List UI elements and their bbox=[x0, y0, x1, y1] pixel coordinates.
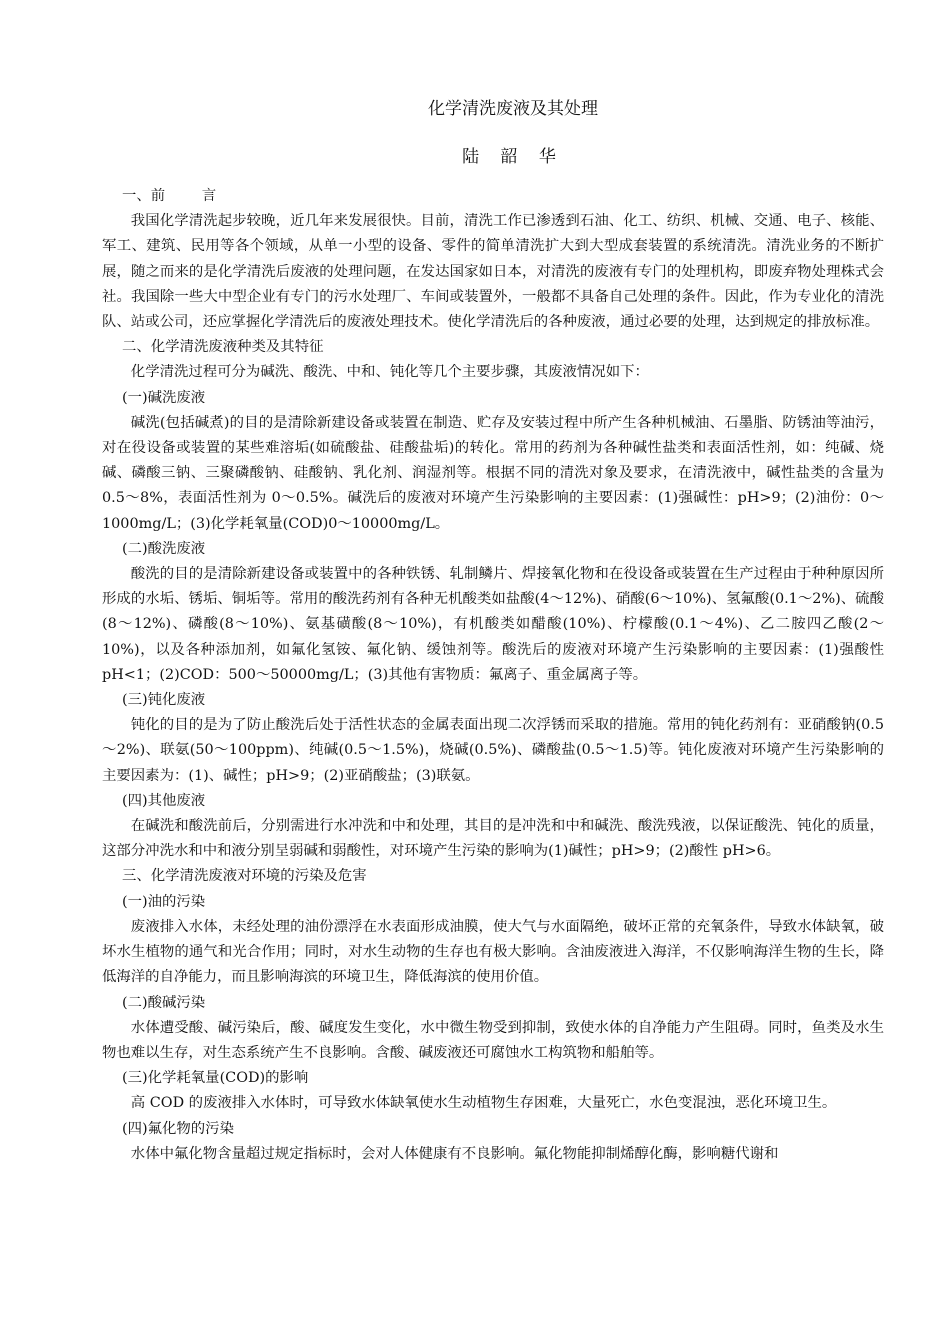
paragraph: 碱洗(包括碱煮)的目的是清除新建设备或装置在制造、贮存及安装过程中所产生各种机械油、石墨脂、防锈油等油污，对在役设备或装置的某些难溶垢(如硫酸盐、硅酸盐垢)的转化。常用的药剂为各种碱性盐类和表面活性剂，如：纯碱、烧碱、磷酸三钠、三聚磷酸钠、硅酸钠、乳化剂、润湿剂等。根据不同的清洗对象及要求，在清洗液中，碱性盐类的含量为 0.5～8%，表面活性剂为 0～0.5%。碱洗后的废液对环境产生污染影响的主要因素：(1)强碱性：pH>9；(2)油份：0～1000mg/L；(3)化学耗氧量(COD)0～10000mg/L。 bbox=[102, 414, 884, 532]
paragraph: 化学清洗过程可分为碱洗、酸洗、中和、钝化等几个主要步骤，其废液情况如下： bbox=[130, 364, 649, 381]
document-author: 陆 韶 华 bbox=[462, 147, 564, 167]
paragraph: 水体遭受酸、碱污染后，酸、碱度发生变化，水中微生物受到抑制，致使水体的自净能力产生阻碍。同时，鱼类及水生物也难以生存，对生态系统产生不良影响。含酸、碱废液还可腐蚀水工构筑物和船舶等。 bbox=[102, 1019, 884, 1061]
paragraph: 酸洗的目的是清除新建设备或装置中的各种铁锈、轧制鳞片、焊接氧化物和在役设备或装置在生产过程由于种种原因所形成的水垢、锈垢、铜垢等。常用的酸洗药剂有各种无机酸类如盐酸(4～12%)、硝酸(6～10%)、氢氟酸(0.1～2%)、硫酸(8～12%)、磷酸(8～10%)、氨基磺酸(8～10%)，有机酸类如醋酸(10%)、柠檬酸(0.1～4%)、乙二胺四乙酸(2～10%)，以及各种添加剂，如氟化氢铵、氟化钠、缓蚀剂等。酸洗后的废液对环境产生污染影响的主要因素：(1)强酸性 pH<1；(2)COD：500～50000mg/L；(3)其他有害物质：氟离子、重金属离子等。 bbox=[102, 566, 884, 683]
subsection-heading: (一)碱洗废液 bbox=[122, 389, 206, 406]
subsection-heading: (二)酸洗废液 bbox=[122, 540, 206, 557]
paragraph: 水体中氟化物含量超过规定指标时，会对人体健康有不良影响。氟化物能抑制烯醇化酶，影响糖代谢和 bbox=[130, 1145, 779, 1162]
section-heading: 一、前 言 bbox=[122, 188, 217, 204]
subsection-heading: (二)酸碱污染 bbox=[122, 994, 206, 1011]
paragraph: 废液排入水体，未经处理的油份漂浮在水表面形成油膜，使大气与水面隔绝，破坏正常的充氧条件，导致水体缺氧，破坏水生植物的通气和光合作用；同时，对水生动物的生存也有极大影响。含油废液进入海洋，不仅影响海洋生物的生长，降低海洋的自净能力，而且影响海滨的环境卫生，降低海滨的使用价值。 bbox=[102, 918, 884, 986]
document-title: 化学清洗废液及其处理 bbox=[428, 99, 598, 119]
subsection-heading: (四)氟化物的污染 bbox=[122, 1120, 234, 1137]
paragraph: 我国化学清洗起步较晚，近几年来发展很快。目前，清洗工作已渗透到石油、化工、纺织、机械、交通、电子、核能、军工、建筑、民用等各个领域，从单一小型的设备、零件的简单清洗扩大到大型成套装置的系统清洗。清洗业务的不断扩展，随之而来的是化学清洗后废液的处理问题，在发达国家如日本，对清洗的废液有专门的处理机构，即废弃物处理株式会社。我国除一些大中型企业有专门的污水处理厂、车间或装置外，一般都不具备自己处理的条件。因此，作为专业化的清洗队、站或公司，还应掌握化学清洗后的废液处理技术。使化学清洗后的各种废液，通过必要的处理，达到规定的排放标准。 bbox=[102, 213, 884, 331]
subsection-heading: (三)钝化废液 bbox=[122, 692, 206, 709]
section-heading: 三、化学清洗废液对环境的污染及危害 bbox=[122, 868, 367, 885]
subsection-heading: (一)油的污染 bbox=[122, 893, 206, 910]
paragraph: 在碱洗和酸洗前后，分别需进行水冲洗和中和处理，其目的是冲洗和中和碱洗、酸洗残液，以保证酸洗、钝化的质量，这部分冲洗水和中和液分别呈弱碱和弱酸性，对环境产生污染的影响为(1)碱性；pH>9；(2)酸性 pH>6。 bbox=[102, 818, 884, 860]
subsection-heading: (三)化学耗氧量(COD)的影响 bbox=[122, 1070, 309, 1087]
paragraph: 高 COD 的废液排入水体时，可导致水体缺氧使水生动植物生存困难，大量死亡，水色变混浊，恶化环境卫生。 bbox=[130, 1095, 837, 1112]
section-heading: 二、化学清洗废液种类及其特征 bbox=[122, 339, 324, 356]
paragraph: 钝化的目的是为了防止酸洗后处于活性状态的金属表面出现二次浮锈而采取的措施。常用的钝化药剂有：亚硝酸钠(0.5～2%)、联氨(50～100ppm)、纯碱(0.5～1.5%)，烧碱(0.5%)、磷酸盐(0.5～1.5)等。钝化废液对环境产生污染影响的主要因素为：(1)、碱性；pH>9；(2)亚硝酸盐；(3)联氨。 bbox=[102, 717, 884, 784]
document-body bbox=[102, 184, 884, 1167]
document-page bbox=[102, 96, 884, 1167]
subsection-heading: (四)其他废液 bbox=[122, 792, 206, 809]
